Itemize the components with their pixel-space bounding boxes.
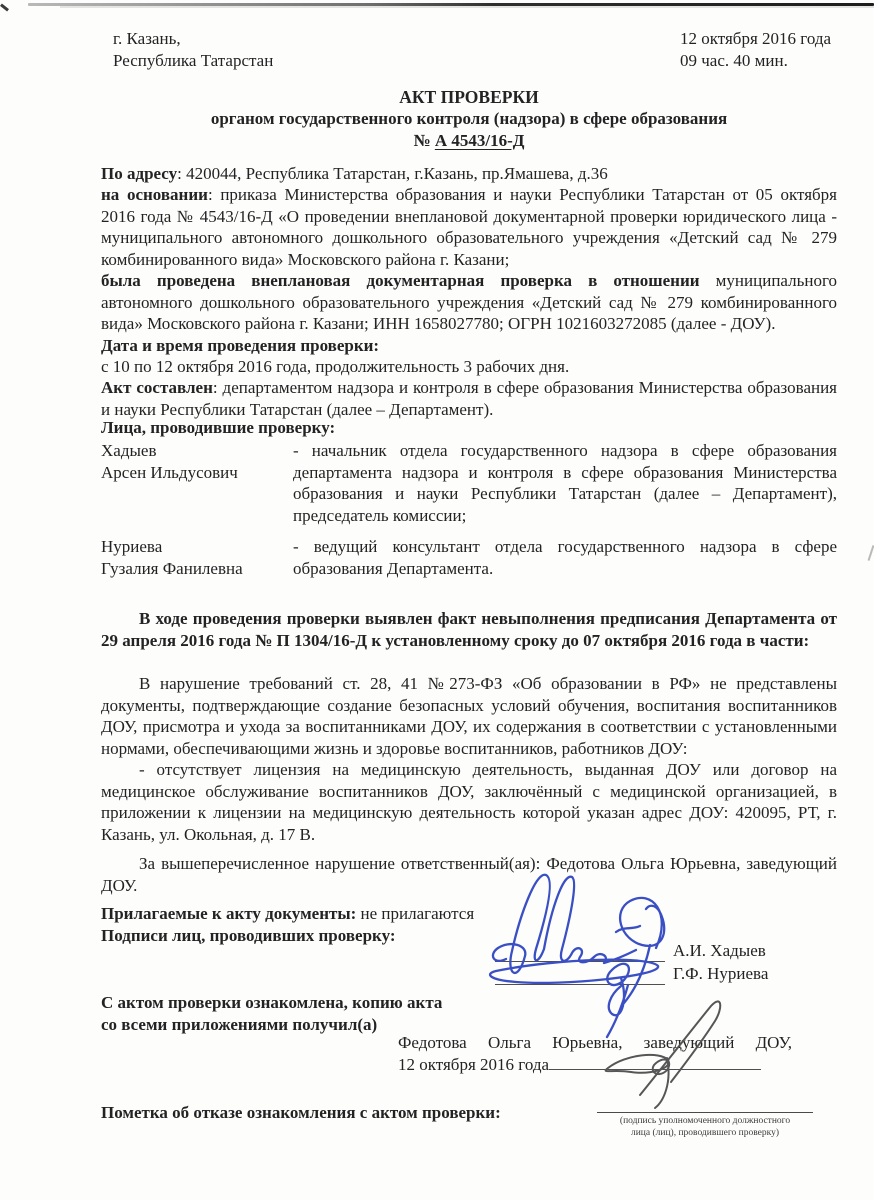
paragraph-address bbox=[101, 163, 837, 185]
refusal-caption-line-1: (подпись уполномоченного должностного bbox=[619, 1116, 791, 1126]
inspector-surname: Нуриева bbox=[101, 537, 163, 556]
place-line-2: Республика Татарстан bbox=[113, 50, 274, 70]
inspector-surname: Хадыев bbox=[101, 441, 157, 460]
check-lead: была проведена внеплановая документарная проверка в отношении bbox=[101, 271, 700, 290]
basis-lead: на основании bbox=[101, 185, 208, 204]
signature-label: А.И. Хадыев bbox=[673, 941, 766, 960]
inspector-firstname: Арсен Ильдусович bbox=[101, 462, 238, 482]
check-rest: муниципального автономного дошкольного образовательного учреждения «Детский сад № 279 комбинированного вида» Московского района г. Казани; ИНН 1658027780; ОГРН 1021603272085 (далее - ДОУ). bbox=[101, 271, 838, 333]
attachments-rest: не прилагаются bbox=[356, 904, 475, 923]
inspector-role: - начальник отдела государственного надзора в сфере образования департамента надзора и контроля в сфере образования Министерства образования и науки Республики Татарстан (далее – Департамент), председатель комиссии; bbox=[293, 441, 837, 525]
inspector-name bbox=[101, 440, 293, 526]
title-number-prefix: № bbox=[413, 131, 435, 150]
attachments-lead: Прилагаемые к акту документы: bbox=[101, 904, 357, 923]
inspector-row bbox=[101, 536, 837, 579]
signature-line bbox=[495, 964, 665, 985]
paragraph-basis bbox=[101, 184, 837, 270]
header-datetime-block bbox=[680, 28, 831, 71]
title-number-value: А 4543/16-Д bbox=[434, 131, 525, 150]
scanner-corner-artifact bbox=[0, 4, 9, 12]
refusal-caption-line-2: лица (лиц), проводившего проверку) bbox=[630, 1127, 780, 1138]
signature-label: Г.Ф. Нуриева bbox=[673, 964, 769, 983]
refusal-signature-line bbox=[597, 1100, 813, 1113]
violation-paragraph-1: В нарушение требований ст. 28, 41 №273-ФЗ «Об образовании в РФ» не представлены документы, подтверждающие создание безопасных условий обучения, воспитания воспитанников ДОУ, присмотра и ухода за воспитанниками ДОУ, их содержания в соответствии с установленными нормами, обеспечивающими жизнь и здоровье воспитанников, работников ДОУ: bbox=[101, 674, 837, 758]
acquainted-date-row bbox=[398, 1054, 837, 1076]
refusal-heading: Пометка об отказе ознакомления с актом проверки: bbox=[101, 1103, 501, 1122]
header-place-block bbox=[113, 28, 273, 71]
signature-row bbox=[495, 940, 766, 962]
acquainted-name: Федотова Ольга Юрьевна, заведующий ДОУ, bbox=[398, 1033, 792, 1052]
inspector-row bbox=[101, 440, 837, 526]
scanner-right-artifact bbox=[868, 545, 874, 561]
datetime-heading: Дата и время проведения проверки: bbox=[101, 336, 380, 355]
inspectors-heading: Лица, проводившие проверку: bbox=[101, 418, 336, 437]
header-time: 09 час. 40 мин. bbox=[680, 50, 788, 70]
act-lead: Акт составлен bbox=[101, 378, 213, 397]
title-line-1: АКТ ПРОВЕРКИ bbox=[399, 87, 539, 107]
inspector-role: - ведущий консультант отдела государственного надзора в сфере образования Департамента. bbox=[293, 537, 837, 578]
inspector-firstname: Гузалия Фанилевна bbox=[101, 558, 243, 578]
inspector-name bbox=[101, 536, 293, 579]
refusal-caption bbox=[595, 1116, 815, 1139]
acquainted-date-line bbox=[549, 1055, 761, 1070]
title-number bbox=[101, 130, 837, 152]
responsible-paragraph: За вышеперечисленное нарушение ответственный(ая): Федотова Ольга Юрьевна, заведующий ДОУ. bbox=[101, 854, 837, 895]
header-date: 12 октября 2016 года bbox=[680, 29, 832, 48]
violation-paragraph-2: - отсутствует лицензия на медицинскую деятельность, выданная ДОУ или договор на медицинское обслуживание воспитанников ДОУ, заключённый с медицинской организацией, в приложении к лицензии на медицинскую деятельность которой указан адрес ДОУ: 420095, РТ, г. Казань, ул. Окольная, д. 17 В. bbox=[101, 760, 837, 844]
paragraph-act-composed bbox=[101, 377, 837, 420]
paragraph-check bbox=[101, 270, 837, 335]
scanner-edge-blur-artifact bbox=[60, 6, 874, 8]
act-rest: : департаментом надзора и контроля в сфере образования Министерства образования и науки Республики Татарстан (далее – Департамент). bbox=[101, 378, 838, 419]
findings-paragraph: В ходе проведения проверки выявлен факт невыполнения предписания Департамента от 29 апреля 2016 года № П 1304/16-Д к установленному сроку до 07 октября 2016 года в части: bbox=[101, 609, 837, 650]
title-line-2: органом государственного контроля (надзора) в сфере образования bbox=[210, 109, 728, 128]
signature-row bbox=[495, 963, 768, 985]
acquainted-line-2: со всеми приложениями получил(а) bbox=[101, 1015, 378, 1034]
acquainted-line-1: С актом проверки ознакомлена, копию акта bbox=[101, 993, 443, 1012]
document-title-block bbox=[101, 86, 837, 152]
address-lead: По адресу bbox=[101, 164, 178, 183]
attachments-paragraph bbox=[101, 903, 837, 925]
basis-rest: : приказа Министерства образования и науки Республики Татарстан от 05 октября 2016 года № 4543/16-Д «О проведении внеплановой документарной проверки юридического лица - муниципального автономного дошкольного образовательного учреждения «Детский сад № 279 комбинированного вида» Московского района г. Казани; bbox=[101, 185, 837, 269]
place-line-1: г. Казань, bbox=[113, 29, 181, 48]
signatures-heading: Подписи лиц, проводивших проверку: bbox=[101, 926, 396, 945]
acquainted-date: 12 октября 2016 года bbox=[398, 1055, 550, 1074]
refusal-signature-block bbox=[595, 1100, 815, 1139]
address-rest: : 420044, Республика Татарстан, г.Казань, пр.Ямашева, д.36 bbox=[177, 164, 608, 183]
signature-line bbox=[495, 941, 665, 962]
datetime-value: с 10 по 12 октября 2016 года, продолжительность 3 рабочих дня. bbox=[101, 357, 570, 376]
